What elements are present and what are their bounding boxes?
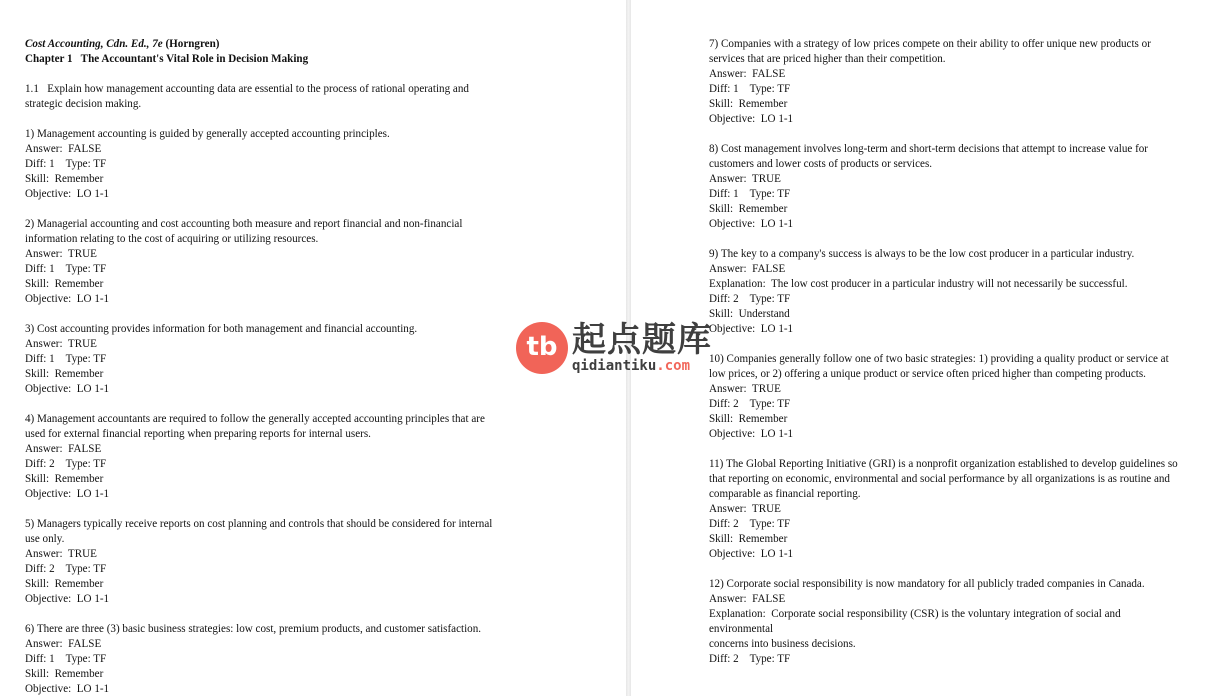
section-heading-line: 1.1 Explain how management accounting data are essential to the process of rational operating and — [25, 83, 469, 95]
question-item — [709, 37, 1229, 127]
question-line: Objective: LO 1-1 — [709, 548, 794, 560]
question-line: Objective: LO 1-1 — [25, 593, 110, 605]
question-line: Objective: LO 1-1 — [709, 323, 794, 335]
question-line: 10) Companies generally follow one of two basic strategies: 1) providing a quality product or service at — [709, 353, 1169, 365]
question-item — [25, 412, 585, 502]
question-line: Answer: FALSE — [25, 143, 102, 155]
question-line: Skill: Remember — [709, 203, 788, 215]
question-line: information relating to the cost of acquiring or utilizing resources. — [25, 233, 319, 245]
question-line: Answer: FALSE — [709, 593, 786, 605]
question-line: 9) The key to a company's success is always to be the low cost producer in a particular industry. — [709, 248, 1135, 260]
question-item — [25, 622, 585, 697]
right-page — [631, 0, 1231, 696]
watermark-brand: 起点题库 — [572, 320, 712, 360]
question-line: Explanation: Corporate social responsibility (CSR) is the voluntary integration of social and — [709, 608, 1121, 620]
question-line: use only. — [25, 533, 65, 545]
question-line: Answer: FALSE — [709, 263, 786, 275]
question-item — [709, 577, 1229, 667]
question-line: Skill: Remember — [25, 368, 104, 380]
question-line: Diff: 1 Type: TF — [25, 158, 107, 170]
question-line: Explanation: The low cost producer in a particular industry will not necessarily be successful. — [709, 278, 1128, 290]
watermark-url-main: qidiantiku — [572, 358, 657, 374]
question-line: Answer: TRUE — [709, 503, 781, 515]
watermark-circle-icon: tb — [516, 322, 568, 374]
question-line: 8) Cost management involves long-term and short-term decisions that attempt to increase value for — [709, 143, 1149, 155]
question-line: that reporting on economic, environmental and social performance by all organizations is as routine and — [709, 473, 1170, 485]
question-line: Objective: LO 1-1 — [709, 218, 794, 230]
question-line: 12) Corporate social responsibility is now mandatory for all publicly traded companies in Canada. — [709, 578, 1145, 590]
question-line: Diff: 1 Type: TF — [709, 188, 791, 200]
question-line: Skill: Remember — [25, 173, 104, 185]
right-question-list — [709, 37, 1229, 667]
question-line: Objective: LO 1-1 — [709, 113, 794, 125]
question-line: 5) Managers typically receive reports on cost planning and controls that should be considered for internal — [25, 518, 493, 530]
question-item — [25, 127, 585, 202]
question-item — [709, 247, 1229, 337]
question-line: Diff: 2 Type: TF — [709, 653, 791, 665]
question-line: Skill: Remember — [25, 473, 104, 485]
question-line: Diff: 2 Type: TF — [709, 398, 791, 410]
question-line: 2) Managerial accounting and cost accounting both measure and report financial and non-financial — [25, 218, 463, 230]
question-line: Skill: Understand — [709, 308, 790, 320]
question-line: low prices, or 2) offering a unique product or service often priced higher than competing products. — [709, 368, 1146, 380]
question-line: Diff: 2 Type: TF — [709, 518, 791, 530]
section-heading — [25, 82, 585, 112]
watermark-logo — [516, 322, 716, 378]
question-line: used for external financial reporting when preparing reports for internal users. — [25, 428, 371, 440]
watermark-url — [572, 358, 690, 374]
question-line: environmental — [709, 623, 774, 635]
question-line: Diff: 2 Type: TF — [25, 458, 107, 470]
question-line: Answer: TRUE — [709, 383, 781, 395]
question-line: services that are priced higher than their competition. — [709, 53, 946, 65]
question-line: Objective: LO 1-1 — [25, 488, 110, 500]
question-item — [709, 352, 1229, 442]
question-line: Skill: Remember — [709, 413, 788, 425]
question-line: 3) Cost accounting provides information for both management and financial accounting. — [25, 323, 418, 335]
question-item — [709, 142, 1229, 232]
book-title: Cost Accounting, Cdn. Ed., 7e — [25, 38, 163, 50]
question-line: Diff: 1 Type: TF — [25, 263, 107, 275]
question-line: 4) Management accountants are required to follow the generally accepted accounting principles that are — [25, 413, 485, 425]
question-item — [25, 322, 585, 397]
question-line: Skill: Remember — [25, 278, 104, 290]
question-line: Diff: 1 Type: TF — [709, 83, 791, 95]
question-line: Skill: Remember — [25, 578, 104, 590]
question-line: Answer: FALSE — [709, 68, 786, 80]
question-item — [25, 517, 585, 607]
left-column — [25, 37, 585, 697]
right-column — [709, 37, 1229, 667]
question-line: customers and lower costs of products or services. — [709, 158, 933, 170]
chapter-title: Chapter 1 The Accountant's Vital Role in Decision Making — [25, 53, 309, 65]
question-line: Diff: 2 Type: TF — [709, 293, 791, 305]
question-item — [25, 217, 585, 307]
question-line: Skill: Remember — [25, 668, 104, 680]
question-line: Answer: TRUE — [25, 548, 97, 560]
question-line: Objective: LO 1-1 — [25, 683, 110, 695]
section-heading-line: strategic decision making. — [25, 98, 142, 110]
question-line: Objective: LO 1-1 — [25, 383, 110, 395]
question-line: Diff: 1 Type: TF — [25, 653, 107, 665]
question-line: Answer: FALSE — [25, 443, 102, 455]
question-line: 6) There are three (3) basic business strategies: low cost, premium products, and customer satisfaction. — [25, 623, 482, 635]
question-line: Answer: TRUE — [25, 248, 97, 260]
question-line: Answer: TRUE — [25, 338, 97, 350]
question-line: Objective: LO 1-1 — [25, 188, 110, 200]
question-line: Objective: LO 1-1 — [25, 293, 110, 305]
book-header — [25, 37, 585, 52]
question-line: 1) Management accounting is guided by generally accepted accounting principles. — [25, 128, 390, 140]
question-line: concerns into business decisions. — [709, 638, 856, 650]
question-line: Answer: FALSE — [25, 638, 102, 650]
question-line: 7) Companies with a strategy of low prices compete on their ability to offer unique new products or — [709, 38, 1151, 50]
book-author: (Horngren) — [162, 38, 220, 50]
question-line: comparable as financial reporting. — [709, 488, 861, 500]
question-line: 11) The Global Reporting Initiative (GRI) is a nonprofit organization established to develop guidelines so — [709, 458, 1178, 470]
watermark-url-tld: .com — [656, 358, 691, 374]
left-question-list — [25, 112, 585, 697]
question-line: Skill: Remember — [709, 98, 788, 110]
question-line: Diff: 1 Type: TF — [25, 353, 107, 365]
question-line: Answer: TRUE — [709, 173, 781, 185]
question-line: Objective: LO 1-1 — [709, 428, 794, 440]
question-line: Diff: 2 Type: TF — [25, 563, 107, 575]
question-item — [709, 457, 1229, 562]
question-line: Skill: Remember — [709, 533, 788, 545]
